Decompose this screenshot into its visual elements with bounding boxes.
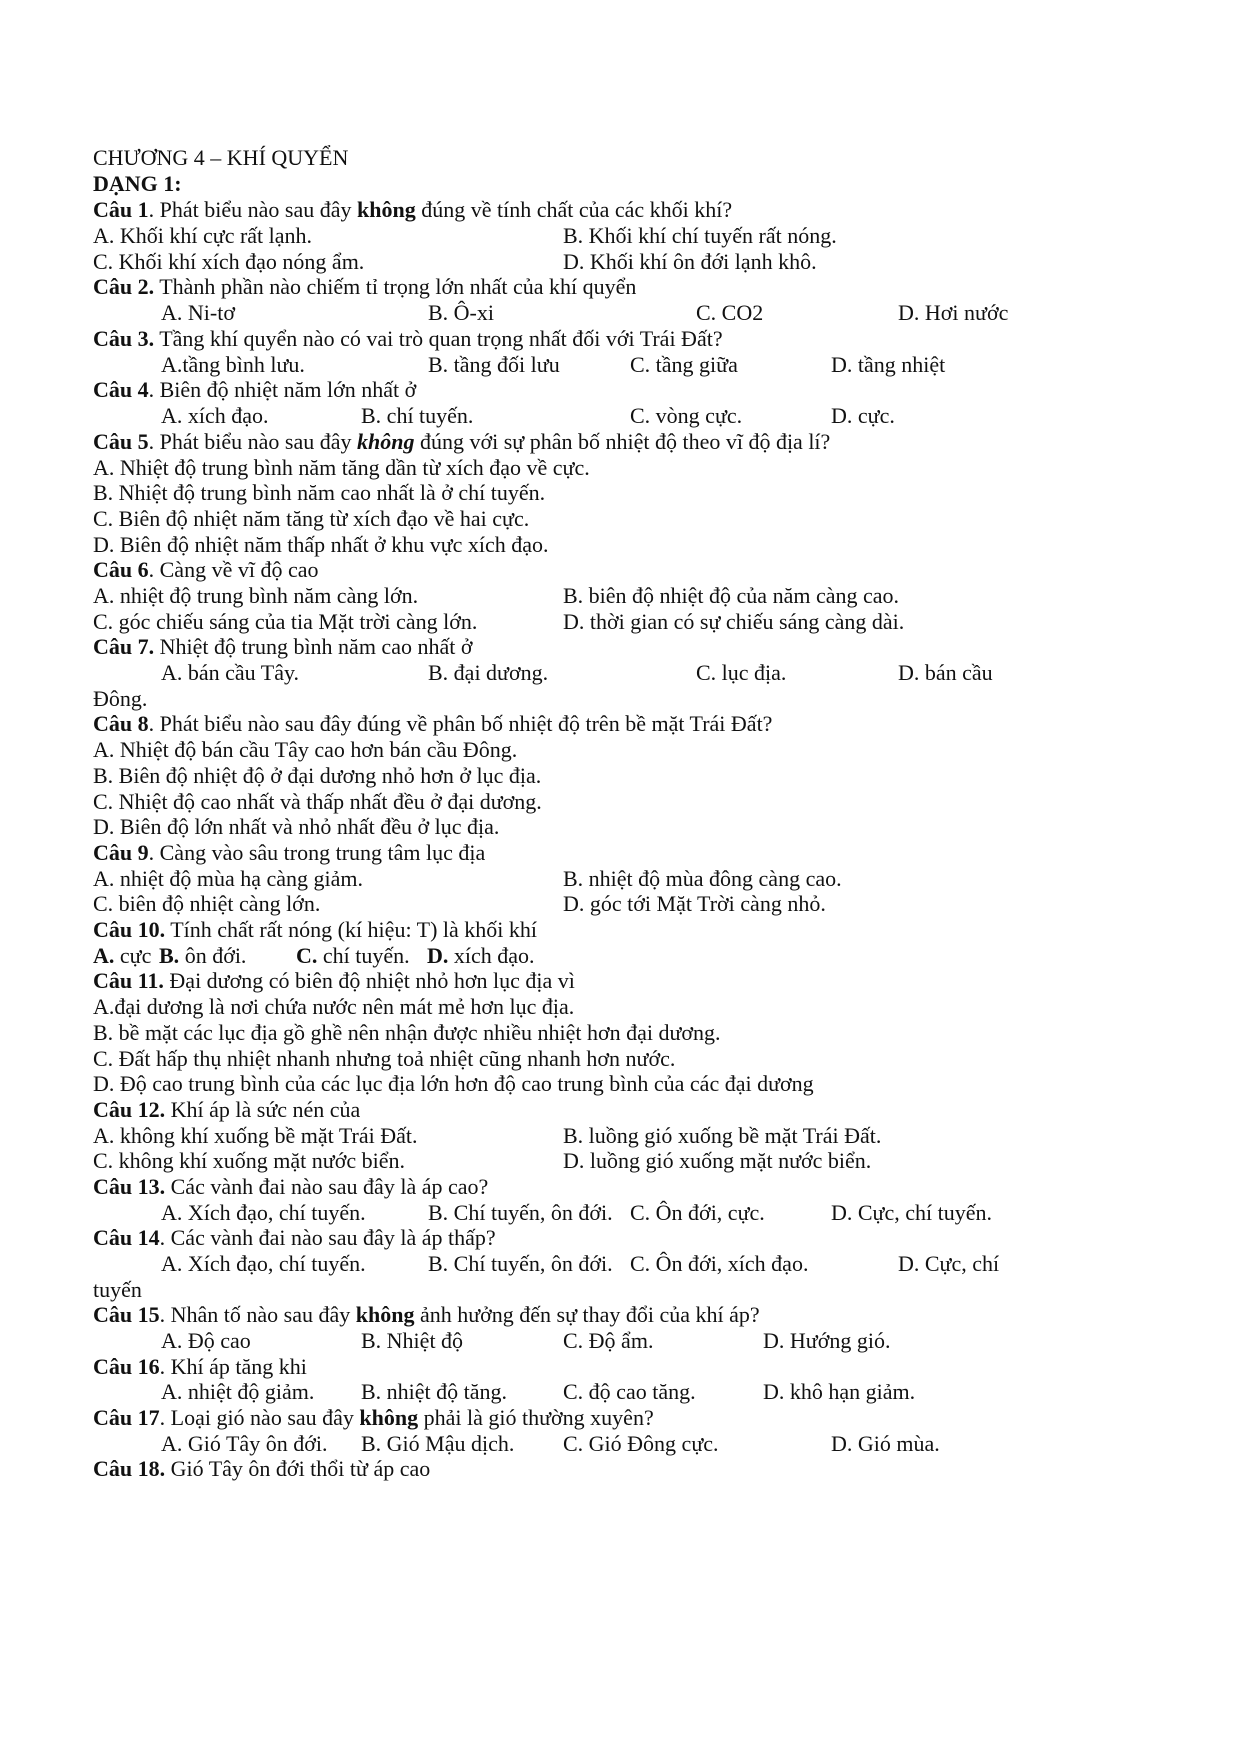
option-a: A. Xích đạo, chí tuyến. [161,1251,366,1276]
option-b: B. Khối khí chí tuyến rất nóng. [563,223,837,248]
option-d: D. thời gian có sự chiếu sáng càng dài. [563,609,905,634]
question-stem: Câu 3. Tầng khí quyển nào có vai trò quan trọng nhất đối với Trái Đất? [93,326,723,351]
question-stem: Câu 2. Thành phần nào chiếm tỉ trọng lớn nhất của khí quyển [93,274,637,299]
chapter-title: CHƯƠNG 4 – KHÍ QUYỂN [93,145,349,170]
option-b: B. biên độ nhiệt độ của năm càng cao. [563,583,900,608]
option-c: C. lục địa. [696,660,787,685]
option-d: D. Độ cao trung bình của các lục địa lớn hơn độ cao trung bình của các đại dương [93,1071,814,1096]
option-b: B. Nhiệt độ [361,1328,464,1353]
option-b: B. chí tuyến. [361,403,474,428]
question-stem: Câu 4. Biên độ nhiệt năm lớn nhất ở [93,377,417,402]
question-3 [0,324,1242,353]
question-stem: Câu 12. Khí áp là sức nén của [93,1097,361,1122]
option-d: D. khô hạn giảm. [763,1379,916,1404]
option-d-continued: Đông. [93,686,148,711]
question-stem: Câu 9. Càng vào sâu trong trung tâm lục địa [93,840,486,865]
section-title: DẠNG 1: [93,171,182,196]
option-b: B. Chí tuyến, ôn đới. [428,1200,613,1225]
question-18 [0,1454,1242,1483]
option-b: B. nhiệt độ mùa đông càng cao. [563,866,842,891]
question-4 [0,375,1242,404]
option-c: C. Ôn đới, xích đạo. [630,1251,809,1276]
option-c: C. Nhiệt độ cao nhất và thấp nhất đều ở đại dương. [93,789,542,814]
option-b: B. Ô-xi [428,300,494,325]
question-8 [0,709,1242,738]
option-d: D. xích đạo. [427,943,535,968]
question-6 [0,555,1242,584]
option-a: A. Nhiệt độ trung bình năm tăng dần từ xích đạo về cực. [93,455,590,480]
option-c: C. chí tuyến. [296,943,410,968]
option-c: C. độ cao tăng. [563,1379,696,1404]
option-b: B. Gió Mậu dịch. [361,1431,515,1456]
option-b: B. luồng gió xuống bề mặt Trái Đất. [563,1123,882,1148]
option-a: A.đại dương là nơi chứa nước nên mát mẻ hơn lục địa. [93,994,575,1019]
option-d: D. Khối khí ôn đới lạnh khô. [563,249,817,274]
option-a: A.tầng bình lưu. [161,352,305,377]
question-12 [0,1095,1242,1124]
option-a: A. Nhiệt độ bán cầu Tây cao hơn bán cầu Đông. [93,737,518,762]
option-c: C. CO2 [696,300,764,325]
option-a: A. Ni-tơ [161,300,235,325]
option-a: A. xích đạo. [161,403,269,428]
option-a: A. cực [93,943,152,968]
question-1 [0,195,1242,224]
option-d-continued: tuyến [93,1277,142,1302]
option-a: A. Độ cao [161,1328,251,1353]
question-stem: Câu 8. Phát biểu nào sau đây đúng về phân bố nhiệt độ trên bề mặt Trái Đất? [93,711,773,736]
question-stem: Câu 6. Càng về vĩ độ cao [93,557,319,582]
question-stem: Câu 10. Tính chất rất nóng (kí hiệu: T) là khối khí [93,917,538,942]
option-d: D. Hướng gió. [763,1328,891,1353]
option-c: C. Gió Đông cực. [563,1431,719,1456]
option-a: A. Gió Tây ôn đới. [161,1431,328,1456]
option-a: A. không khí xuống bề mặt Trái Đất. [93,1123,418,1148]
option-d: D. luồng gió xuống mặt nước biển. [563,1148,872,1173]
option-c: C. Đất hấp thụ nhiệt nhanh nhưng toả nhiệt cũng nhanh hơn nước. [93,1046,676,1071]
option-d: D. bán cầu [898,660,993,685]
option-b: B. tầng đối lưu [428,352,560,377]
question-9 [0,838,1242,867]
question-5 [0,427,1242,456]
question-stem: Câu 1. Phát biểu nào sau đây không đúng về tính chất của các khối khí? [93,197,733,222]
option-a: A. nhiệt độ giảm. [161,1379,315,1404]
option-b: B. Nhiệt độ trung bình năm cao nhất là ở chí tuyến. [93,480,546,505]
question-stem: Câu 11. Đại dương có biên độ nhiệt nhỏ hơn lục địa vì [93,968,575,993]
option-b: B. bề mặt các lục địa gồ ghề nên nhận được nhiều nhiệt hơn đại dương. [93,1020,721,1045]
question-stem: Câu 13. Các vành đai nào sau đây là áp cao? [93,1174,489,1199]
option-d: D. Biên độ nhiệt năm thấp nhất ở khu vực xích đạo. [93,532,549,557]
question-stem: Câu 5. Phát biểu nào sau đây không đúng với sự phân bố nhiệt độ theo vĩ độ địa lí? [93,429,831,454]
option-c: C. góc chiếu sáng của tia Mặt trời càng lớn. [93,609,478,634]
option-d: D. cực. [831,403,895,428]
option-d: D. góc tới Mặt Trời càng nhỏ. [563,891,826,916]
option-b: B. ôn đới. [159,943,247,968]
option-c: C. tầng giữa [630,352,738,377]
option-a: A. Xích đạo, chí tuyến. [161,1200,366,1225]
question-10 [0,915,1242,944]
option-c: C. Biên độ nhiệt năm tăng từ xích đạo về hai cực. [93,506,530,531]
question-14 [0,1223,1242,1252]
question-stem: Câu 14. Các vành đai nào sau đây là áp thấp? [93,1225,496,1250]
option-d: D. Biên độ lớn nhất và nhỏ nhất đều ở lục địa. [93,814,500,839]
question-2 [0,272,1242,301]
option-a: A. nhiệt độ mùa hạ càng giảm. [93,866,364,891]
option-d: D. tầng nhiệt [831,352,946,377]
option-b: B. nhiệt độ tăng. [361,1379,508,1404]
question-13 [0,1172,1242,1201]
option-c: C. Ôn đới, cực. [630,1200,765,1225]
option-b: B. Biên độ nhiệt độ ở đại dương nhỏ hơn ở lục địa. [93,763,542,788]
option-d: D. Cực, chí tuyến. [831,1200,993,1225]
option-c: C. không khí xuống mặt nước biển. [93,1148,405,1173]
question-stem: Câu 17. Loại gió nào sau đây không phải là gió thường xuyên? [93,1405,654,1430]
option-d: D. Cực, chí [898,1251,1000,1276]
question-7 [0,632,1242,661]
option-a: A. nhiệt độ trung bình năm càng lớn. [93,583,419,608]
option-d: D. Gió mùa. [831,1431,940,1456]
option-c: C. biên độ nhiệt càng lớn. [93,891,321,916]
option-a: A. Khối khí cực rất lạnh. [93,223,313,248]
option-c: C. Khối khí xích đạo nóng ẩm. [93,249,365,274]
question-stem: Câu 7. Nhiệt độ trung bình năm cao nhất ở [93,634,473,659]
option-b: B. đại dương. [428,660,549,685]
option-d: D. Hơi nước [898,300,1009,325]
question-15 [0,1300,1242,1329]
option-c: C. vòng cực. [630,403,743,428]
option-a: A. bán cầu Tây. [161,660,300,685]
question-stem: Câu 15. Nhân tố nào sau đây không ảnh hưởng đến sự thay đổi của khí áp? [93,1302,760,1327]
question-17 [0,1403,1242,1432]
option-b: B. Chí tuyến, ôn đới. [428,1251,613,1276]
question-11 [0,966,1242,995]
option-c: C. Độ ẩm. [563,1328,654,1353]
question-stem: Câu 18. Gió Tây ôn đới thổi từ áp cao [93,1456,431,1481]
question-stem: Câu 16. Khí áp tăng khi [93,1354,307,1379]
